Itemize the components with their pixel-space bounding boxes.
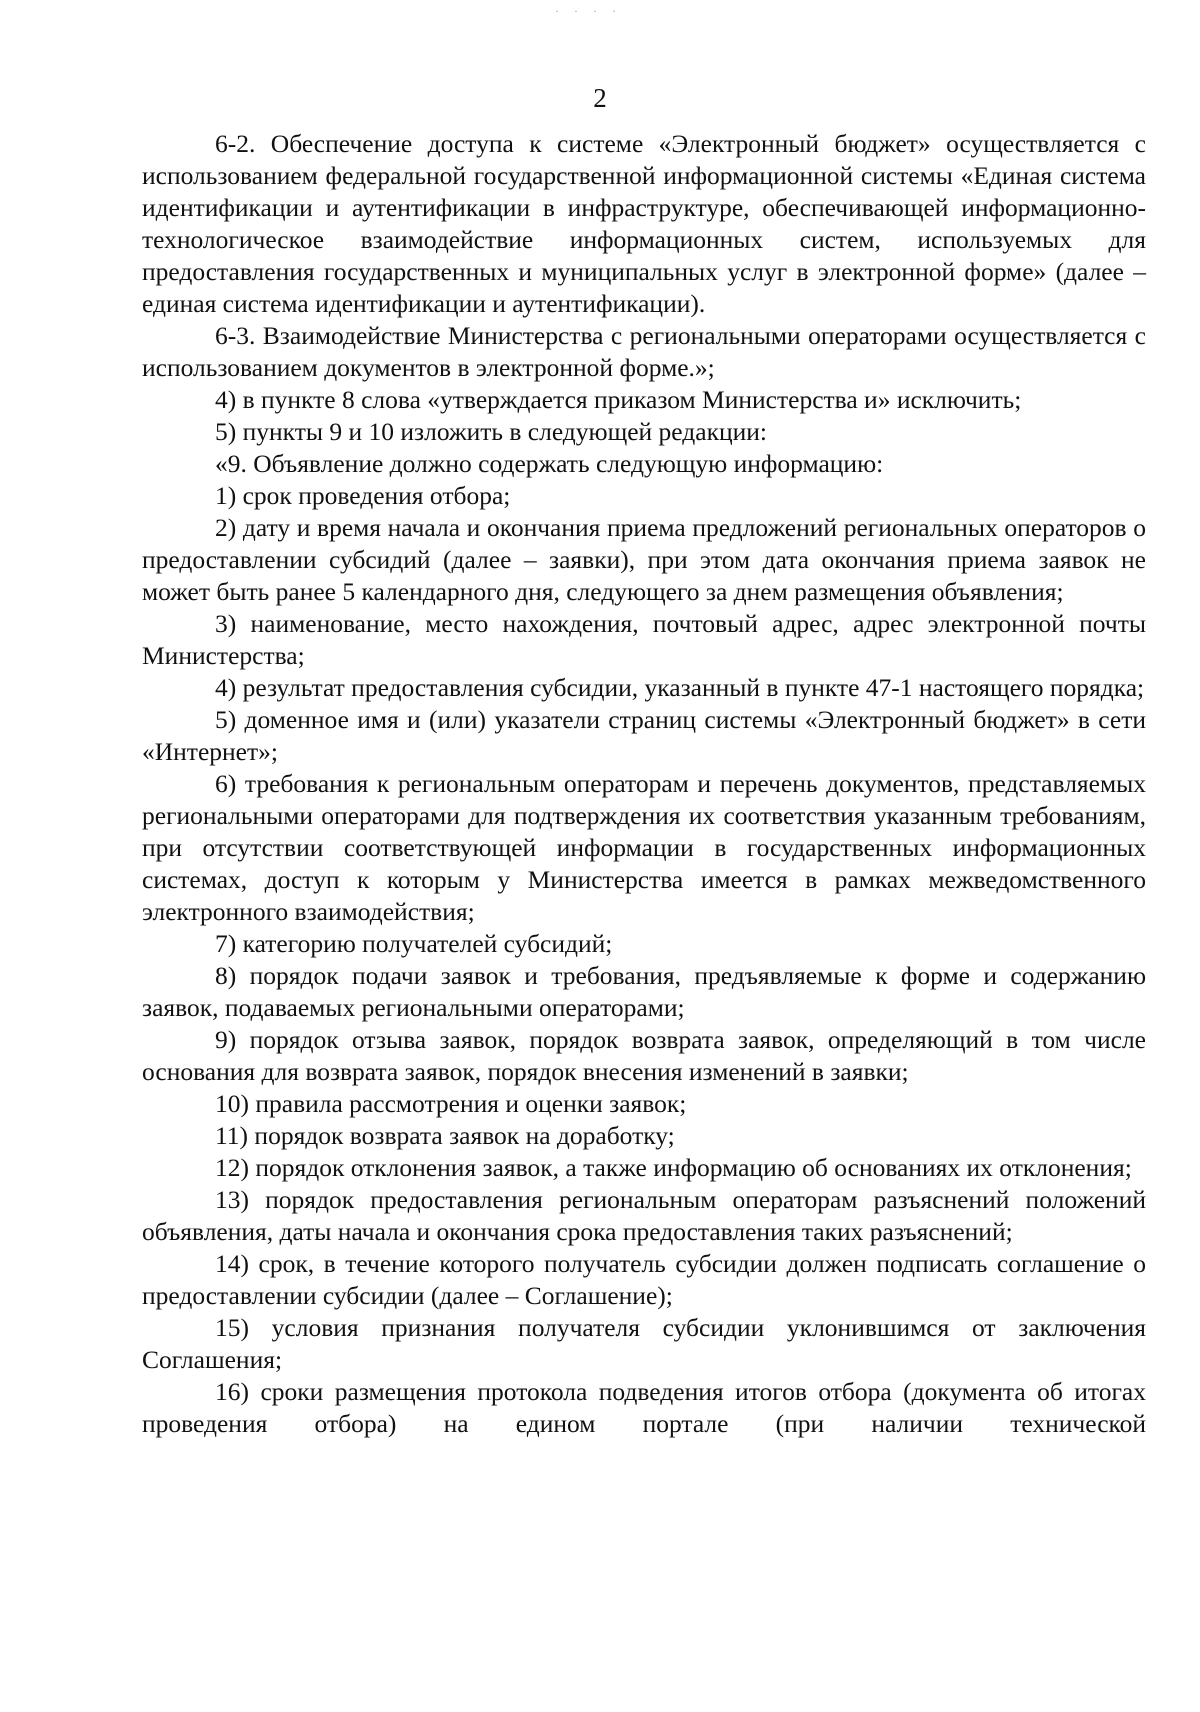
page-number: 2	[593, 83, 607, 113]
paragraph-6-2: 6-2. Обеспечение доступа к системе «Электронный бюджет» осуществляется с использованием федеральной государственной информационной системы «Единая система идентификации и аутентификации в инфраструктуре, обеспечивающей информационно-технологическое взаимодействие информационных систем, используемых для предоставления государственных и муниципальных услуг в электронной форме» (далее – единая система идентификации и аутентификации).	[142, 129, 1146, 318]
paragraph-item-4-amend: 4) в пункте 8 слова «утверждается приказом Министерства и» исключить;	[215, 385, 1022, 414]
scan-artifact: · · · ·	[555, 4, 622, 18]
list-item-7: 7) категорию получателей субсидий;	[215, 929, 613, 958]
document-body	[142, 128, 1146, 1440]
list-item-4: 4) результат предоставления субсидии, указанный в пункте 47-1 настоящего порядка;	[215, 673, 1145, 702]
list-item-8: 8) порядок подачи заявок и требования, предъявляемые к форме и содержанию заявок, подаваемых региональными операторами;	[142, 961, 1146, 1022]
list-item-16: 16) сроки размещения протокола подведения итогов отбора (документа об итогах проведения отбора) на едином портале (при наличии технической	[142, 1377, 1146, 1438]
paragraph-6-3: 6-3. Взаимодействие Министерства с региональными операторами осуществляется с использованием документов в электронной форме.»;	[142, 321, 1146, 382]
list-item-3: 3) наименование, место нахождения, почтовый адрес, адрес электронной почты Министерства;	[142, 609, 1146, 670]
list-item-2: 2) дату и время начала и окончания приема предложений региональных операторов о предоставлении субсидий (далее – заявки), при этом дата окончания приема заявок не может быть ранее 5 календарного дня, следующего за днем размещения объявления;	[142, 513, 1146, 606]
list-item-1: 1) срок проведения отбора;	[215, 481, 511, 510]
paragraph-9-heading: «9. Объявление должно содержать следующую информацию:	[215, 449, 884, 478]
list-item-15: 15) условия признания получателя субсидии уклонившимся от заключения Соглашения;	[142, 1313, 1146, 1374]
list-item-13: 13) порядок предоставления региональным операторам разъяснений положений объявления, даты начала и окончания срока предоставления таких разъяснений;	[142, 1185, 1146, 1246]
list-item-14: 14) срок, в течение которого получатель субсидии должен подписать соглашение о предоставлении субсидии (далее – Соглашение);	[142, 1249, 1146, 1310]
list-item-6: 6) требования к региональным операторам и перечень документов, представляемых региональными операторами для подтверждения их соответствия указанным требованиям, при отсутствии соответствующей информации в государственных информационных системах, доступ к которым у Министерства имеется в рамках межведомственного электронного взаимодействия;	[142, 769, 1146, 926]
list-item-5: 5) доменное имя и (или) указатели страниц системы «Электронный бюджет» в сети «Интернет»;	[142, 705, 1146, 766]
paragraph-item-5-amend: 5) пункты 9 и 10 изложить в следующей редакции:	[215, 417, 767, 446]
list-item-9: 9) порядок отзыва заявок, порядок возврата заявок, определяющий в том числе основания для возврата заявок, порядок внесения изменений в заявки;	[142, 1025, 1146, 1086]
list-item-11: 11) порядок возврата заявок на доработку;	[215, 1121, 675, 1150]
list-item-10: 10) правила рассмотрения и оценки заявок;	[215, 1089, 687, 1118]
list-item-12: 12) порядок отклонения заявок, а также информацию об основаниях их отклонения;	[215, 1153, 1132, 1182]
